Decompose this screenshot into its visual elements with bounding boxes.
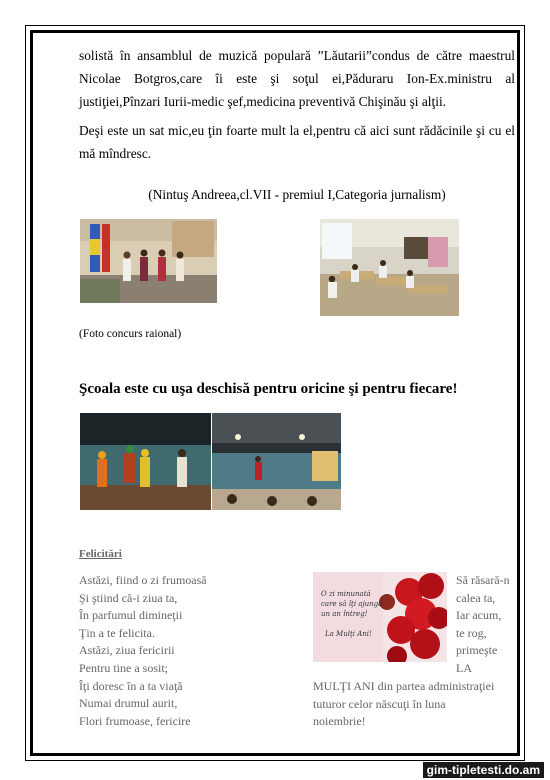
greetings-closing: [313, 678, 515, 731]
poem-line: Pentru tine a sosit;: [79, 660, 168, 675]
article-author: (Nintuş Andreea,cl.VII - premiul I,Categoria jurnalism): [148, 187, 446, 202]
article-body: [79, 44, 515, 165]
card-text-line: O zi minunată: [321, 590, 371, 598]
card-wish: La Mulţi Ani!: [325, 630, 372, 638]
classroom-photo: [320, 219, 459, 316]
greeting-line: Iar acum,: [456, 608, 502, 623]
greeting-line: MULŢI ANI din partea administraţiei: [313, 679, 495, 693]
rose-greeting-card: [313, 572, 447, 662]
greetings-poem: [79, 572, 207, 730]
article-paragraph: Deşi este un sat mic,eu ţin foarte mult la el,pentru că aici sunt rădăcinile şi cu el mă mîndresc.: [79, 123, 515, 161]
stage-performance-photo: [80, 413, 211, 510]
greeting-line: noiembrie!: [313, 714, 366, 729]
card-text-line: un an întreg!: [321, 610, 368, 618]
poem-line: Astăzi, fiind o zi frumoasă: [79, 573, 207, 587]
contest-group-photo: [80, 219, 217, 303]
hall-event-photo: [212, 413, 341, 510]
greetings-right-column: [456, 572, 510, 678]
school-headline: Şcoala este cu uşa deschisă pentru oricine şi pentru fiecare!: [79, 381, 458, 397]
card-text-line: care să îţi ajungă: [321, 600, 383, 608]
greeting-line: LA: [456, 660, 472, 675]
poem-line: Astăzi, ziua fericirii: [79, 643, 175, 658]
greeting-line: primeşte: [456, 643, 498, 658]
article-paragraph: solistă în ansamblul de muzică populară ”Lăutarii”condus de către maestrul Nicolae Botgros,care îi este şi soţul ei,Păduraru Ion-Ex.ministru al justiţiei,Pînzari Iurii-medic şef,medicina preventivă Chişinău şi alţii.: [79, 48, 515, 109]
poem-line: Flori frumoase, fericire: [79, 713, 191, 728]
poem-line: Şi ştiind că-i ziua ta,: [79, 590, 178, 605]
greeting-line: tuturor celor născuţi în luna: [313, 696, 446, 711]
photo-caption: (Foto concurs raional): [79, 328, 182, 340]
greeting-line: Să răsară-n: [456, 573, 510, 587]
poem-line: În parfumul dimineţii: [79, 608, 183, 623]
site-watermark: gim-tipletesti.do.am: [423, 762, 544, 778]
greetings-title: Felicitări: [79, 548, 122, 560]
greeting-line: calea ta,: [456, 590, 496, 605]
poem-line: Îţi doresc în a ta viaţă: [79, 678, 183, 693]
poem-line: Ţin a te felicita.: [79, 625, 155, 640]
poem-line: Numai drumul aurit,: [79, 696, 178, 711]
greeting-line: te rog,: [456, 625, 487, 640]
